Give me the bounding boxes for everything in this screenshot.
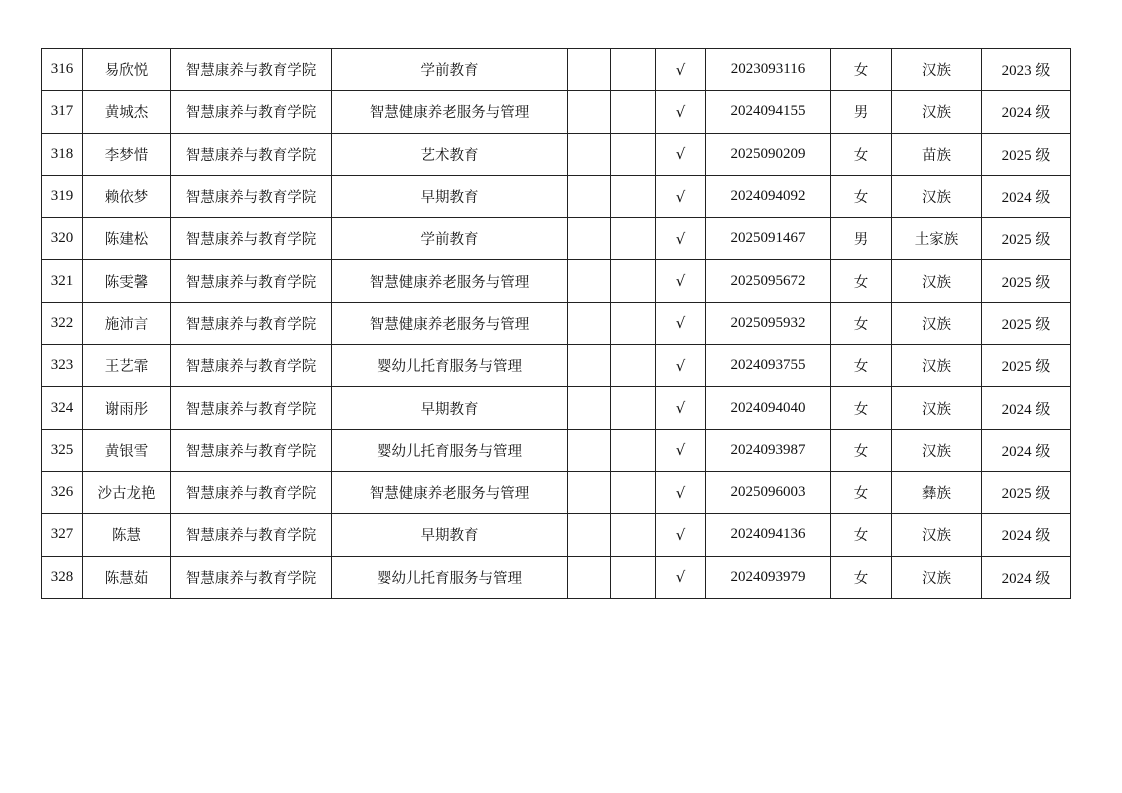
table-row	[42, 218, 1071, 260]
major-cell: 婴幼儿托育服务与管理	[332, 556, 568, 598]
table-row	[42, 91, 1071, 133]
row-number-cell: 323	[42, 345, 83, 387]
grade-cell: 2025 级	[982, 471, 1071, 513]
name-cell: 陈雯馨	[83, 260, 171, 302]
gender-cell: 男	[831, 91, 892, 133]
table-row	[42, 514, 1071, 556]
blank-cell	[568, 218, 611, 260]
table-row	[42, 387, 1071, 429]
student-id-cell: 2024093987	[706, 429, 831, 471]
table-row	[42, 302, 1071, 344]
gender-cell: 女	[831, 387, 892, 429]
student-id-cell: 2024094092	[706, 175, 831, 217]
grade-cell: 2025 级	[982, 218, 1071, 260]
blank-cell	[568, 133, 611, 175]
student-id-cell: 2025091467	[706, 218, 831, 260]
blank-cell	[611, 429, 656, 471]
blank-cell	[611, 218, 656, 260]
row-number-cell: 327	[42, 514, 83, 556]
blank-cell	[568, 514, 611, 556]
name-cell: 谢雨彤	[83, 387, 171, 429]
gender-cell: 女	[831, 471, 892, 513]
check-mark-cell: √	[656, 345, 706, 387]
college-cell: 智慧康养与教育学院	[171, 218, 332, 260]
ethnicity-cell: 彝族	[892, 471, 982, 513]
row-number-cell: 325	[42, 429, 83, 471]
major-cell: 艺术教育	[332, 133, 568, 175]
major-cell: 智慧健康养老服务与管理	[332, 471, 568, 513]
blank-cell	[568, 49, 611, 91]
college-cell: 智慧康养与教育学院	[171, 345, 332, 387]
major-cell: 早期教育	[332, 175, 568, 217]
gender-cell: 男	[831, 218, 892, 260]
grade-cell: 2024 级	[982, 514, 1071, 556]
grade-cell: 2024 级	[982, 387, 1071, 429]
row-number-cell: 320	[42, 218, 83, 260]
major-cell: 早期教育	[332, 514, 568, 556]
check-mark-cell: √	[656, 218, 706, 260]
row-number-cell: 316	[42, 49, 83, 91]
blank-cell	[568, 260, 611, 302]
blank-cell	[611, 471, 656, 513]
grade-cell: 2024 级	[982, 429, 1071, 471]
name-cell: 陈慧茹	[83, 556, 171, 598]
ethnicity-cell: 汉族	[892, 302, 982, 344]
major-cell: 智慧健康养老服务与管理	[332, 260, 568, 302]
name-cell: 黄城杰	[83, 91, 171, 133]
blank-cell	[568, 556, 611, 598]
blank-cell	[611, 302, 656, 344]
gender-cell: 女	[831, 556, 892, 598]
college-cell: 智慧康养与教育学院	[171, 514, 332, 556]
gender-cell: 女	[831, 260, 892, 302]
blank-cell	[568, 91, 611, 133]
gender-cell: 女	[831, 429, 892, 471]
grade-cell: 2023 级	[982, 49, 1071, 91]
blank-cell	[568, 387, 611, 429]
student-id-cell: 2023093116	[706, 49, 831, 91]
student-id-cell: 2024094136	[706, 514, 831, 556]
table-row	[42, 133, 1071, 175]
row-number-cell: 324	[42, 387, 83, 429]
grade-cell: 2025 级	[982, 133, 1071, 175]
student-id-cell: 2024094040	[706, 387, 831, 429]
name-cell: 陈建松	[83, 218, 171, 260]
student-table	[41, 48, 1071, 599]
college-cell: 智慧康养与教育学院	[171, 133, 332, 175]
name-cell: 黄银雪	[83, 429, 171, 471]
table-row	[42, 49, 1071, 91]
table-row	[42, 429, 1071, 471]
college-cell: 智慧康养与教育学院	[171, 91, 332, 133]
gender-cell: 女	[831, 302, 892, 344]
check-mark-cell: √	[656, 471, 706, 513]
row-number-cell: 321	[42, 260, 83, 302]
name-cell: 王艺霏	[83, 345, 171, 387]
gender-cell: 女	[831, 514, 892, 556]
blank-cell	[568, 302, 611, 344]
blank-cell	[611, 260, 656, 302]
major-cell: 婴幼儿托育服务与管理	[332, 345, 568, 387]
college-cell: 智慧康养与教育学院	[171, 429, 332, 471]
blank-cell	[568, 471, 611, 513]
major-cell: 婴幼儿托育服务与管理	[332, 429, 568, 471]
ethnicity-cell: 汉族	[892, 175, 982, 217]
major-cell: 智慧健康养老服务与管理	[332, 91, 568, 133]
row-number-cell: 318	[42, 133, 83, 175]
table-row	[42, 260, 1071, 302]
college-cell: 智慧康养与教育学院	[171, 175, 332, 217]
row-number-cell: 326	[42, 471, 83, 513]
ethnicity-cell: 汉族	[892, 387, 982, 429]
check-mark-cell: √	[656, 91, 706, 133]
ethnicity-cell: 汉族	[892, 429, 982, 471]
check-mark-cell: √	[656, 49, 706, 91]
check-mark-cell: √	[656, 387, 706, 429]
grade-cell: 2025 级	[982, 345, 1071, 387]
ethnicity-cell: 汉族	[892, 260, 982, 302]
student-id-cell: 2025096003	[706, 471, 831, 513]
table-body	[42, 49, 1071, 599]
ethnicity-cell: 汉族	[892, 556, 982, 598]
gender-cell: 女	[831, 175, 892, 217]
table-row	[42, 556, 1071, 598]
name-cell: 施沛言	[83, 302, 171, 344]
gender-cell: 女	[831, 49, 892, 91]
table-row	[42, 345, 1071, 387]
blank-cell	[568, 345, 611, 387]
student-id-cell: 2025090209	[706, 133, 831, 175]
college-cell: 智慧康养与教育学院	[171, 556, 332, 598]
name-cell: 易欣悦	[83, 49, 171, 91]
blank-cell	[568, 175, 611, 217]
row-number-cell: 317	[42, 91, 83, 133]
ethnicity-cell: 土家族	[892, 218, 982, 260]
ethnicity-cell: 汉族	[892, 49, 982, 91]
student-id-cell: 2024094155	[706, 91, 831, 133]
table-row	[42, 175, 1071, 217]
student-id-cell: 2024093755	[706, 345, 831, 387]
major-cell: 早期教育	[332, 387, 568, 429]
college-cell: 智慧康养与教育学院	[171, 387, 332, 429]
grade-cell: 2024 级	[982, 175, 1071, 217]
student-id-cell: 2024093979	[706, 556, 831, 598]
blank-cell	[611, 49, 656, 91]
check-mark-cell: √	[656, 514, 706, 556]
student-id-cell: 2025095932	[706, 302, 831, 344]
check-mark-cell: √	[656, 302, 706, 344]
blank-cell	[611, 91, 656, 133]
blank-cell	[611, 345, 656, 387]
student-id-cell: 2025095672	[706, 260, 831, 302]
check-mark-cell: √	[656, 175, 706, 217]
blank-cell	[568, 429, 611, 471]
check-mark-cell: √	[656, 133, 706, 175]
row-number-cell: 322	[42, 302, 83, 344]
ethnicity-cell: 汉族	[892, 91, 982, 133]
grade-cell: 2025 级	[982, 260, 1071, 302]
ethnicity-cell: 苗族	[892, 133, 982, 175]
blank-cell	[611, 133, 656, 175]
college-cell: 智慧康养与教育学院	[171, 49, 332, 91]
check-mark-cell: √	[656, 260, 706, 302]
name-cell: 赖依梦	[83, 175, 171, 217]
major-cell: 智慧健康养老服务与管理	[332, 302, 568, 344]
name-cell: 陈慧	[83, 514, 171, 556]
grade-cell: 2025 级	[982, 302, 1071, 344]
ethnicity-cell: 汉族	[892, 345, 982, 387]
college-cell: 智慧康养与教育学院	[171, 302, 332, 344]
major-cell: 学前教育	[332, 218, 568, 260]
gender-cell: 女	[831, 345, 892, 387]
row-number-cell: 328	[42, 556, 83, 598]
grade-cell: 2024 级	[982, 556, 1071, 598]
major-cell: 学前教育	[332, 49, 568, 91]
college-cell: 智慧康养与教育学院	[171, 471, 332, 513]
row-number-cell: 319	[42, 175, 83, 217]
table-row	[42, 471, 1071, 513]
name-cell: 沙古龙艳	[83, 471, 171, 513]
blank-cell	[611, 387, 656, 429]
ethnicity-cell: 汉族	[892, 514, 982, 556]
gender-cell: 女	[831, 133, 892, 175]
check-mark-cell: √	[656, 429, 706, 471]
grade-cell: 2024 级	[982, 91, 1071, 133]
college-cell: 智慧康养与教育学院	[171, 260, 332, 302]
blank-cell	[611, 514, 656, 556]
blank-cell	[611, 175, 656, 217]
name-cell: 李梦惜	[83, 133, 171, 175]
check-mark-cell: √	[656, 556, 706, 598]
blank-cell	[611, 556, 656, 598]
